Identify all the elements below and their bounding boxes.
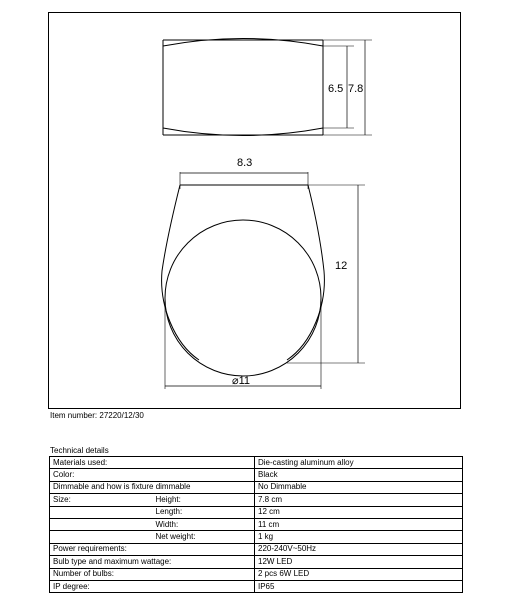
size-spacer (50, 531, 153, 543)
spec-label: Color: (50, 469, 255, 481)
table-row (50, 506, 463, 518)
size-sub-label: Width: (153, 518, 255, 530)
spec-label: Dimmable and how is fixture dimmable (50, 481, 255, 493)
table-row (50, 531, 463, 543)
size-spacer (50, 518, 153, 530)
spec-value: 11 cm (255, 518, 463, 530)
dim-diameter: ⌀11 (232, 375, 251, 387)
dim-height-outer: 7.8 (348, 83, 364, 95)
technical-details-title: Technical details (50, 446, 109, 455)
size-sub-label: Net weight: (153, 531, 255, 543)
spec-value: Die-casting aluminum alloy (255, 457, 463, 469)
table-row (50, 469, 463, 481)
technical-drawing (49, 13, 462, 410)
technical-drawing-frame (48, 12, 461, 409)
spec-label: Number of bulbs: (50, 568, 255, 580)
spec-value: 7.8 cm (255, 494, 463, 506)
table-row (50, 568, 463, 580)
table-row (50, 543, 463, 555)
spec-label: Power requirements: (50, 543, 255, 555)
size-sub-label: Height: (153, 494, 255, 506)
side-view (162, 172, 365, 389)
table-row (50, 556, 463, 568)
spec-value: 12W LED (255, 556, 463, 568)
table-row (50, 580, 463, 592)
spec-label: IP degree: (50, 580, 255, 592)
table-row (50, 494, 463, 506)
dim-width: 8.3 (237, 157, 253, 169)
spec-value: Black (255, 469, 463, 481)
item-number (50, 411, 144, 420)
table-row (50, 518, 463, 530)
size-label: Size: (50, 494, 153, 506)
spec-value: 2 pcs 6W LED (255, 568, 463, 580)
spec-value: 12 cm (255, 506, 463, 518)
item-number-label: Item number: (50, 411, 98, 420)
spec-value: 1 kg (255, 531, 463, 543)
spec-value: No Dimmable (255, 481, 463, 493)
spec-label: Materials used: (50, 457, 255, 469)
dim-height: 12 (335, 260, 348, 272)
technical-details-table (49, 456, 463, 593)
size-spacer (50, 506, 153, 518)
spec-value: IP65 (255, 580, 463, 592)
item-number-value: 27220/12/30 (99, 411, 144, 420)
table-row (50, 457, 463, 469)
spec-label: Bulb type and maximum wattage: (50, 556, 255, 568)
dim-height-inner: 6.5 (328, 83, 344, 95)
spec-value: 220-240V~50Hz (255, 543, 463, 555)
size-sub-label: Length: (153, 506, 255, 518)
table-row (50, 481, 463, 493)
